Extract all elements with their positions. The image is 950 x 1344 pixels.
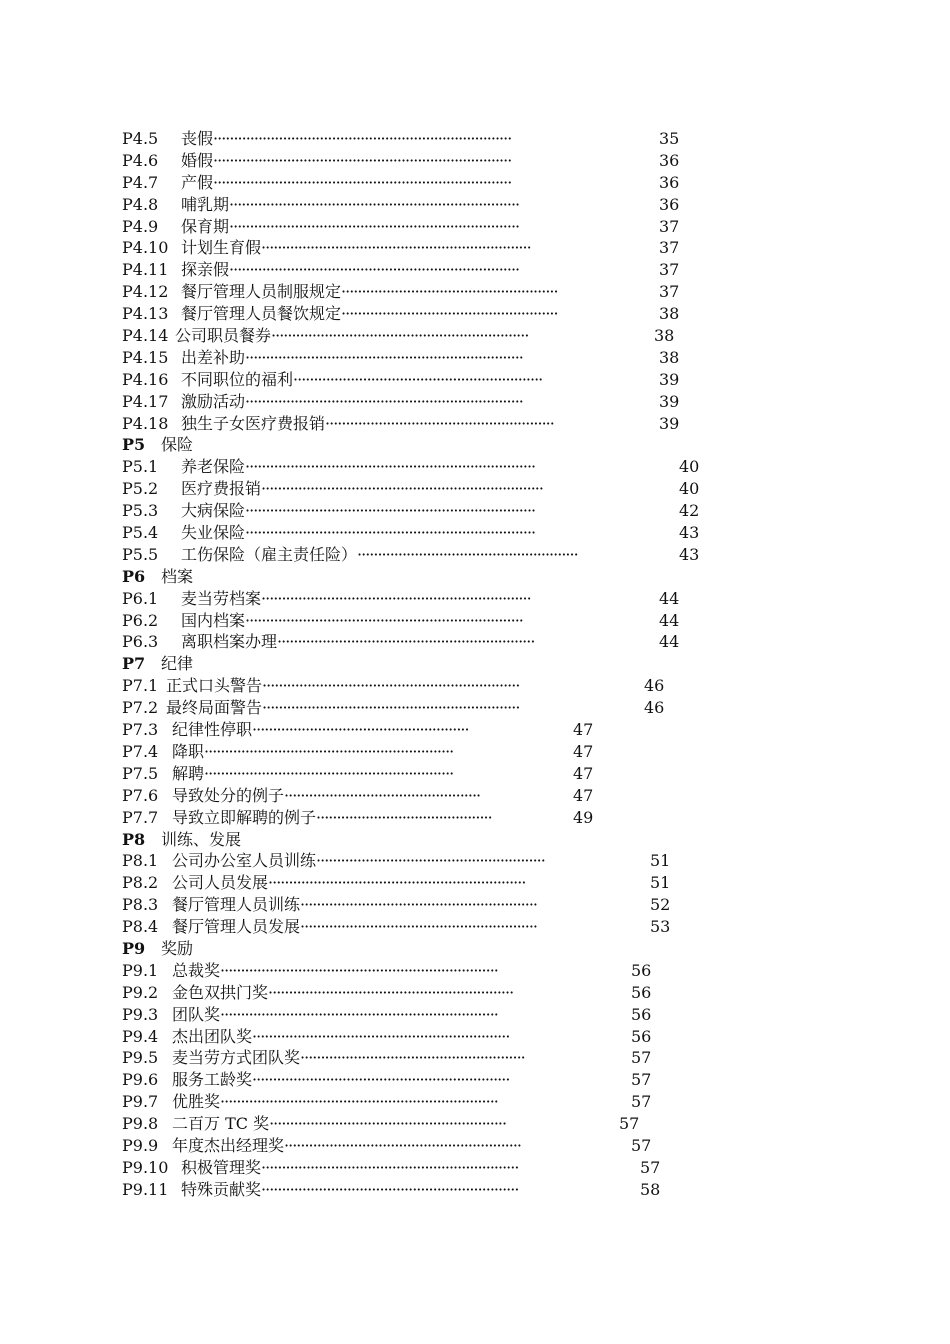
toc-title: 优胜奖 [172,1092,221,1112]
toc-leader-dots: ·························································· [300,895,537,915]
toc-leader-dots: ········································································· [213,129,512,148]
toc-entry[interactable] [122,325,822,347]
toc-leader-dots: ····································································· [261,479,543,499]
toc-entry[interactable] [122,1135,822,1157]
toc-title: 餐厅管理人员发展 [172,917,301,937]
toc-page-number: 47 [573,763,594,783]
toc-title: 年度杰出经理奖 [172,1135,285,1155]
toc-section-heading[interactable] [122,938,822,960]
toc-page-number: 47 [573,785,594,805]
toc-leader-dots: ·································································· [261,238,531,258]
toc-leader-dots: ······································································· [229,194,520,214]
toc-page-number: 56 [631,1004,652,1024]
toc-page-number: 44 [659,610,680,630]
toc-number: P9 [122,938,146,958]
toc-page-number: 56 [631,1026,652,1046]
toc-leader-dots: ···································································· [220,1092,498,1112]
toc-entry[interactable] [122,216,822,238]
toc-title: 降职 [172,741,205,761]
toc-entry[interactable] [122,478,822,500]
toc-entry[interactable] [122,763,822,785]
toc-leader-dots: ········································································· [213,150,512,170]
toc-number: P9.6 [122,1070,159,1090]
toc-entry[interactable] [122,347,822,369]
toc-page-number: 36 [659,150,680,170]
toc-number: P4.6 [122,150,159,170]
toc-number: P8.1 [122,851,159,871]
toc-entry[interactable] [122,172,822,194]
toc-entry[interactable] [122,1179,822,1201]
toc-page-number: 46 [644,676,665,696]
toc-page-number: 40 [679,479,700,499]
toc-title: 最终局面警告 [166,698,263,718]
toc-entry[interactable] [122,522,822,544]
toc-page-number: 51 [650,851,671,871]
toc-leader-dots: ······················································ [357,544,578,564]
toc-leader-dots: ·························································· [300,917,537,937]
toc-page-number: 57 [631,1135,652,1155]
toc-page-number: 38 [654,326,675,346]
toc-entry[interactable] [122,237,822,259]
toc-leader-dots: ····················································· [252,720,469,740]
toc-entry[interactable] [122,150,822,172]
toc-number: P9.3 [122,1004,159,1024]
toc-number: P4.13 [122,304,169,324]
toc-number: P4.14 [122,326,169,346]
toc-page-number: 37 [659,216,680,236]
toc-entry[interactable] [122,588,822,610]
toc-number: P4.7 [122,172,159,192]
toc-title: 独生子女医疗费报销 [181,413,326,433]
toc-entry[interactable] [122,1091,822,1113]
toc-title: 公司职员餐券 [175,326,272,346]
toc-title: 导致处分的例子 [172,785,285,805]
toc-page-number: 43 [679,544,700,564]
toc-entry[interactable] [122,456,822,478]
toc-leader-dots: ·························································· [269,1114,507,1134]
toc-entry[interactable] [122,369,822,391]
toc-entry[interactable] [122,303,822,325]
toc-entry[interactable] [122,391,822,413]
toc-title: 公司办公室人员训练 [172,851,317,871]
toc-entry[interactable] [122,872,822,894]
toc-number: P4.18 [122,413,169,433]
toc-entry[interactable] [122,544,822,566]
toc-number: P9.4 [122,1026,159,1046]
toc-entry[interactable] [122,1157,822,1179]
toc-title: 产假 [181,172,214,192]
toc-title: 出差补助 [181,347,246,367]
toc-title: 团队奖 [172,1004,221,1024]
toc-title: 婚假 [181,150,214,170]
toc-section-heading[interactable] [122,653,822,675]
toc-entry[interactable] [122,259,822,281]
toc-page-number: 58 [640,1179,661,1199]
toc-page-number: 53 [650,917,671,937]
toc-leader-dots: ······························································· [261,1157,519,1177]
toc-number: P7.6 [122,785,159,805]
toc-number: P6.3 [122,632,159,652]
toc-entry[interactable] [122,1113,822,1135]
toc-title: 麦当劳方式团队奖 [172,1048,301,1068]
toc-leader-dots: ······························································· [261,1179,519,1199]
toc-leader-dots: ······················································· [300,1048,525,1068]
toc-section-heading[interactable] [122,434,822,456]
toc-title: 大病保险 [181,501,246,521]
toc-number: P4.11 [122,260,169,280]
toc-title: 总裁奖 [172,960,221,980]
toc-page-number: 39 [659,391,680,411]
toc-title: 杰出团队奖 [172,1026,253,1046]
toc-title: 保育期 [181,216,230,236]
toc-entry[interactable] [122,916,822,938]
toc-title: 计划生育假 [181,238,262,258]
toc-leader-dots: ···································································· [245,391,523,411]
toc-page-number: 56 [631,982,652,1002]
toc-leader-dots: ·························································· [284,1135,521,1155]
toc-title: 不同职位的福利 [181,369,294,389]
toc-number: P5.3 [122,501,159,521]
toc-title: 纪律 [161,654,194,674]
toc-leader-dots: ······························································· [277,632,535,652]
toc-entry[interactable] [122,894,822,916]
toc-page-number: 43 [679,523,700,543]
toc-page-number: 40 [679,457,700,477]
toc-title: 解聘 [172,763,205,783]
toc-title: 金色双拱门奖 [172,982,269,1002]
toc-leader-dots: ······························································· [271,326,529,346]
toc-number: P7 [122,654,146,674]
toc-title: 丧假 [181,129,214,148]
toc-leader-dots: ···································································· [220,960,498,980]
toc-leader-dots: ········································································· [213,172,512,192]
toc-page-number: 36 [659,194,680,214]
toc-leader-dots: ···························································· [268,982,514,1002]
toc-leader-dots: ······························································· [268,873,526,893]
toc-entry[interactable] [122,807,822,829]
toc-title: 奖励 [161,938,194,958]
toc-number: P9.8 [122,1114,159,1134]
toc-title: 公司人员发展 [172,873,269,893]
toc-leader-dots: ······························································· [252,1070,510,1090]
toc-title: 档案 [161,566,194,586]
toc-title: 医疗费报销 [181,479,262,499]
toc-title: 服务工龄奖 [172,1070,253,1090]
toc-leader-dots: ····················································· [341,282,558,302]
toc-number: P5.5 [122,544,159,564]
toc-leader-dots: ······························································· [262,676,520,696]
toc-number: P9.2 [122,982,159,1002]
toc-number: P9.7 [122,1092,159,1112]
toc-leader-dots: ······································································· [229,216,520,236]
toc-number: P4.8 [122,194,159,214]
toc-number: P7.7 [122,807,159,827]
toc-page-number: 38 [659,347,680,367]
toc-leader-dots: ······································································· [245,457,536,477]
toc-page-number: 42 [679,501,700,521]
toc-entry[interactable] [122,675,822,697]
toc-section-heading[interactable] [122,829,822,851]
toc-number: P6.1 [122,588,159,608]
toc-title: 训练、发展 [161,829,242,849]
toc-page-number: 37 [659,260,680,280]
toc-title: 养老保险 [181,457,246,477]
toc-entry[interactable] [122,982,822,1004]
toc-page-number: 35 [659,129,680,148]
toc-title: 离职档案办理 [181,632,278,652]
toc-page-number: 46 [644,698,665,718]
toc-page-number: 56 [631,960,652,980]
toc-number: P9.9 [122,1135,159,1155]
toc-entry[interactable] [122,413,822,435]
toc-entry[interactable] [122,500,822,522]
toc-section-heading[interactable] [122,566,822,588]
toc-page-number: 39 [659,413,680,433]
toc-entry[interactable] [122,281,822,303]
toc-title: 正式口头警告 [166,676,263,696]
toc-number: P7.3 [122,720,159,740]
toc-page-number: 37 [659,282,680,302]
toc-page-number: 44 [659,632,680,652]
toc-leader-dots: ····················································· [341,304,558,324]
toc-entry[interactable] [122,610,822,632]
toc-number: P6.2 [122,610,159,630]
toc-title: 哺乳期 [181,194,230,214]
toc-title: 导致立即解聘的例子 [172,807,317,827]
toc-page-number: 44 [659,588,680,608]
toc-title: 特殊贡献奖 [181,1179,262,1199]
toc-number: P4.16 [122,369,169,389]
toc-number: P9.10 [122,1157,169,1177]
toc-number: P5.4 [122,523,159,543]
toc-page-number: 38 [659,304,680,324]
toc-number: P7.4 [122,741,159,761]
toc-title: 餐厅管理人员训练 [172,895,301,915]
toc-number: P8.2 [122,873,159,893]
toc-leader-dots: ······························································· [252,1026,510,1046]
toc-title: 工伤保险（雇主责任险） [181,544,358,564]
toc-page-number: 36 [659,172,680,192]
toc-leader-dots: ····························································· [204,741,454,761]
toc-page-number: 57 [631,1070,652,1090]
toc-number: P8.4 [122,917,159,937]
toc-leader-dots: ······································································· [245,501,536,521]
toc-title: 餐厅管理人员餐饮规定 [181,304,342,324]
toc-title: 国内档案 [181,610,246,630]
toc-number: P4.9 [122,216,159,236]
toc-entry[interactable] [122,741,822,763]
toc-title: 保险 [161,435,194,455]
toc-title: 餐厅管理人员制服规定 [181,282,342,302]
toc-number: P9.1 [122,960,159,980]
toc-number: P7.2 [122,698,159,718]
toc-leader-dots: ·································································· [261,588,531,608]
toc-leader-dots: ······························································· [262,698,520,718]
toc-number: P9.5 [122,1048,159,1068]
toc-leader-dots: ···································································· [220,1004,498,1024]
toc-leader-dots: ····························································· [293,369,543,389]
toc-page-number: 51 [650,873,671,893]
toc-number: P9.11 [122,1179,169,1199]
toc-leader-dots: ····························································· [204,763,454,783]
toc-title: 二百万 TC 奖 [172,1114,270,1134]
toc-entry[interactable] [122,1069,822,1091]
toc-title: 失业保险 [181,523,246,543]
toc-page-number: 52 [650,895,671,915]
toc-entry[interactable] [122,631,822,653]
toc-number: P7.1 [122,676,159,696]
toc-number: P4.10 [122,238,169,258]
toc-title: 探亲假 [181,260,230,280]
toc-number: P5.2 [122,479,159,499]
toc-entry[interactable] [122,1026,822,1048]
toc-entry[interactable] [122,128,822,150]
toc-number: P8 [122,829,146,849]
toc-title: 积极管理奖 [181,1157,262,1177]
toc-number: P4.5 [122,129,159,148]
toc-page-number: 47 [573,720,594,740]
toc-leader-dots: ······································································· [245,523,536,543]
toc-number: P4.17 [122,391,169,411]
toc-leader-dots: ···································································· [245,610,523,630]
toc-entry[interactable] [122,960,822,982]
toc-page-number: 49 [573,807,594,827]
toc-entry[interactable] [122,785,822,807]
toc-page-number: 57 [640,1157,661,1177]
toc-number: P4.12 [122,282,169,302]
toc-entry[interactable] [122,697,822,719]
toc-entry[interactable] [122,1047,822,1069]
toc-leader-dots: ··········································· [316,807,492,827]
toc-title: 纪律性停职 [172,720,253,740]
toc-page-number: 47 [573,741,594,761]
table-of-contents [122,128,822,1201]
toc-number: P5 [122,435,146,455]
toc-page-number: 57 [631,1048,652,1068]
toc-page-number: 57 [619,1114,640,1134]
toc-entry[interactable] [122,1004,822,1026]
toc-leader-dots: ························································ [325,413,554,433]
toc-title: 激励活动 [181,391,246,411]
toc-entry[interactable] [122,194,822,216]
toc-number: P8.3 [122,895,159,915]
toc-page-number: 39 [659,369,680,389]
toc-leader-dots: ························································ [316,851,545,871]
toc-page-number: 37 [659,238,680,258]
toc-entry[interactable] [122,719,822,741]
toc-leader-dots: ······································································· [229,260,520,280]
toc-number: P7.5 [122,763,159,783]
toc-entry[interactable] [122,850,822,872]
toc-title: 麦当劳档案 [181,588,262,608]
toc-leader-dots: ···································································· [245,347,523,367]
toc-number: P6 [122,566,146,586]
toc-number: P4.15 [122,347,169,367]
toc-number: P5.1 [122,457,159,477]
toc-page-number: 57 [631,1092,652,1112]
toc-leader-dots: ················································ [284,785,481,805]
